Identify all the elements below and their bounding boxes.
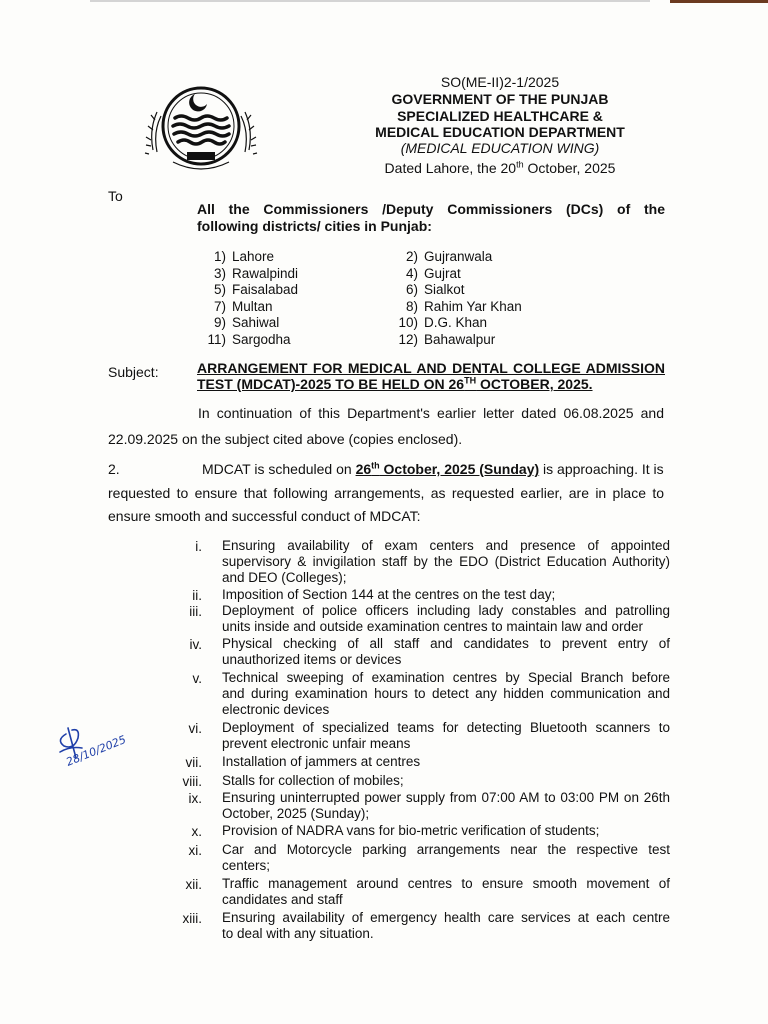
list-item-text: prevent electronic unfair means	[222, 736, 411, 751]
subject-label: Subject:	[108, 364, 159, 380]
list-item-text: Stalls for collection of mobiles;	[222, 773, 404, 788]
para2-line-2: requested to ensure that following arrangements, as requested earlier, are in place to	[108, 485, 664, 501]
list-item-number: ii.	[192, 588, 202, 603]
district-item: 8) Rahim Yar Khan	[405, 298, 522, 314]
district-item: 11) Sargodha	[207, 331, 291, 347]
district-item: 2) Gujranwala	[405, 249, 493, 264]
list-item-text: Installation of jammers at centres	[222, 754, 421, 769]
list-item-number: xii.	[185, 877, 202, 892]
list-item-text: and during examination hours to detect any hidden communication and	[222, 686, 670, 701]
district-item: 9) Sahiwal	[213, 315, 280, 330]
list-item-text: Traffic management around centres to ensure smooth movement of	[222, 876, 670, 891]
subject-line-2: TEST (MDCAT)-2025 TO BE HELD ON 26TH OCTOBER, 2025.	[197, 375, 593, 392]
para2-line-3: ensure smooth and successful conduct of MDCAT:	[108, 508, 421, 524]
addressee-line-2: following districts/ cities in Punjab:	[197, 218, 432, 234]
para2-line-1: MDCAT is scheduled on 26th October, 2025 (Sunday) is approaching. It is	[202, 460, 664, 477]
subject-line-1: ARRANGEMENT FOR MEDICAL AND DENTAL COLLEGE ADMISSION	[197, 360, 665, 376]
district-item: 1) Lahore	[213, 249, 275, 264]
list-item-number: vii.	[185, 755, 202, 770]
district-item: 6) Sialkot	[405, 282, 465, 297]
addressee-line-1: All the Commissioners /Deputy Commissioners (DCs) of the	[197, 201, 665, 217]
district-item: 3) Rawalpindi	[213, 265, 299, 281]
scan-edge-line	[90, 0, 650, 2]
list-item-number: viii.	[182, 774, 202, 789]
para2-number: 2.	[108, 461, 120, 477]
para1-line-1: In continuation of this Department's earlier letter dated 06.08.2025 and	[198, 405, 664, 421]
list-item-text: Physical checking of all staff and candidates to prevent entry of	[222, 636, 670, 651]
scan-edge-mark	[670, 0, 768, 3]
department-line-1: SPECIALIZED HEALTHCARE &	[397, 108, 603, 124]
list-item-text: Car and Motorcycle parking arrangements near the respective test	[222, 842, 670, 857]
list-item-text: Imposition of Section 144 at the centres on the test day;	[222, 587, 556, 602]
para1-line-2: 22.09.2025 on the subject cited above (copies enclosed).	[108, 431, 463, 447]
wing-name: (MEDICAL EDUCATION WING)	[400, 140, 600, 156]
district-item: 7) Multan	[213, 298, 273, 314]
reference-number: SO(ME-II)2-1/2025	[440, 74, 560, 90]
list-item-text: Provision of NADRA vans for bio-metric verification of students;	[222, 823, 600, 838]
list-item-number: x.	[191, 824, 202, 839]
district-item: 12) Bahawalpur	[398, 331, 496, 347]
list-item-number: i.	[195, 539, 202, 554]
list-item-text: to deal with any situation.	[222, 926, 374, 941]
list-item-number: ix.	[188, 791, 202, 806]
list-item-number: xi.	[188, 843, 202, 858]
list-item-number: iv.	[189, 637, 202, 652]
list-item-text: unauthorized items or devices	[222, 652, 402, 667]
list-item-text: Ensuring availability of exam centers and presence of appointed	[222, 538, 670, 553]
list-item-text: Deployment of police officers including lady constables and patrolling	[222, 603, 670, 618]
government-title: GOVERNMENT OF THE PUNJAB	[391, 91, 609, 107]
list-item-text: units inside and outside examination centres to maintain law and order	[222, 619, 643, 634]
punjab-seal-logo	[143, 80, 259, 180]
handwritten-date: 28/10/2025	[64, 732, 128, 769]
department-line-2: MEDICAL EDUCATION DEPARTMENT	[375, 124, 625, 140]
list-item-number: vi.	[188, 721, 202, 736]
list-item-text: supervisory & invigilation staff by the EDO (District Education Authority)	[222, 554, 670, 569]
list-item-text: Ensuring uninterrupted power supply from 07:00 AM to 03:00 PM on 26th	[222, 790, 670, 805]
list-item-text: candidates and staff	[222, 892, 343, 907]
list-item-text: Technical sweeping of examination centres by Special Branch before	[222, 670, 670, 685]
district-item: 10) D.G. Khan	[398, 315, 488, 330]
to-label: To	[108, 188, 123, 204]
list-item-text: electronic devices	[222, 702, 330, 717]
list-item-text: Deployment of specialized teams for detecting Bluetooth scanners to	[222, 720, 670, 735]
handwritten-initials-signature	[52, 718, 132, 778]
list-item-text: October, 2025 (Sunday);	[222, 806, 370, 821]
district-item: 4) Gujrat	[405, 265, 461, 281]
district-item: 5) Faisalabad	[213, 282, 299, 297]
date-line: Dated Lahore, the 20th October, 2025	[384, 159, 616, 176]
list-item-text: and DEO (Colleges);	[222, 570, 347, 585]
list-item-number: v.	[192, 671, 202, 686]
list-item-text: Ensuring availability of emergency health care services at each centre	[222, 910, 670, 925]
list-item-number: xiii.	[182, 911, 202, 926]
list-item-number: iii.	[189, 604, 202, 619]
list-item-text: centers;	[222, 858, 271, 873]
